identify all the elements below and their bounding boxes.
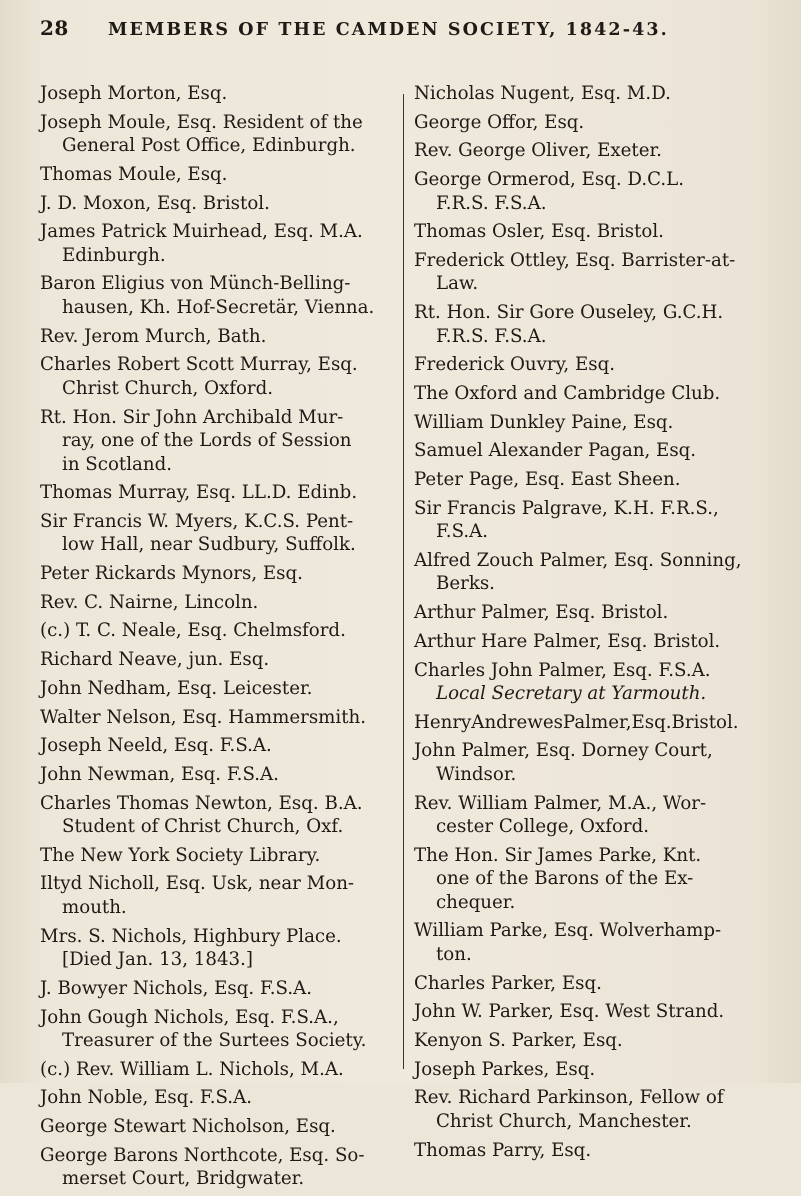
- member-entry: [40, 220, 404, 267]
- member-entry-line: Charles Thomas Newton, Esq. B.A.: [40, 792, 363, 814]
- member-entry-line: Rev. William Palmer, M.A., Wor-: [414, 792, 707, 814]
- member-entry-line: Rt. Hon. Sir John Archibald Mur-: [40, 406, 344, 428]
- member-entry: [40, 481, 404, 505]
- left-column-member-list: [40, 82, 404, 1196]
- member-entry-line: Charles John Palmer, Esq. F.S.A.: [414, 659, 711, 681]
- member-entry-line: F.R.S. F.S.A.: [436, 192, 547, 214]
- member-entry: [414, 139, 794, 163]
- member-entry-line: Peter Rickards Mynors, Esq.: [40, 563, 303, 585]
- member-entry: [414, 249, 794, 296]
- member-entry: [414, 630, 794, 654]
- member-entry: [40, 648, 404, 672]
- member-entry-line: William Dunkley Paine, Esq.: [414, 411, 674, 433]
- member-entry-line: Local Secretary at Yarmouth.: [436, 683, 707, 704]
- member-entry-line: Windsor.: [436, 763, 517, 785]
- member-entry-line: George Ormerod, Esq. D.C.L.: [414, 169, 685, 191]
- member-entry-line: (c.) Rev. William L. Nichols, M.A.: [40, 1058, 344, 1080]
- member-entry-line: hausen, Kh. Hof-Secretär, Vienna.: [62, 296, 375, 318]
- member-entry-line: Sir Francis W. Myers, K.C.S. Pent-: [40, 510, 354, 532]
- member-entry-line: William Parke, Esq. Wolverhamp-: [414, 920, 722, 942]
- member-entry: [414, 792, 794, 839]
- member-entry: [414, 468, 794, 492]
- member-entry-line: Christ Church, Oxford.: [62, 377, 274, 399]
- member-entry: [40, 1144, 404, 1191]
- member-entry: [414, 82, 794, 106]
- member-entry: [40, 1006, 404, 1053]
- member-entry-line: George Barons Northcote, Esq. So-: [40, 1144, 365, 1166]
- member-entry: [414, 919, 794, 966]
- member-entry: [414, 220, 794, 244]
- member-entry-line: (c.) T. C. Neale, Esq. Chelmsford.: [40, 620, 346, 642]
- member-entry-line: James Patrick Muirhead, Esq. M.A.: [40, 221, 363, 243]
- member-entry-line: Christ Church, Manchester.: [436, 1110, 692, 1132]
- member-entry: [414, 1139, 794, 1163]
- member-entry: [414, 411, 794, 435]
- member-entry: [414, 168, 794, 215]
- member-entry: [40, 272, 404, 319]
- member-entry: [414, 1029, 794, 1053]
- member-entry: [40, 82, 404, 106]
- member-entry: [414, 601, 794, 625]
- member-entry-line: one of the Barons of the Ex-: [436, 868, 694, 890]
- member-entry-line: Rev. Jerom Murch, Bath.: [40, 325, 267, 347]
- member-entry-line: merset Court, Bridgwater.: [62, 1168, 305, 1190]
- member-entry-line: Rev. George Oliver, Exeter.: [414, 140, 662, 162]
- member-entry: [40, 925, 404, 972]
- member-entry: [40, 706, 404, 730]
- member-entry-line: F.R.S. F.S.A.: [436, 325, 547, 347]
- column-divider: [403, 94, 404, 1069]
- member-entry-line: General Post Office, Edinburgh.: [62, 135, 356, 157]
- member-entry-line: F.S.A.: [436, 521, 489, 543]
- member-entry-line: Student of Christ Church, Oxf.: [62, 816, 344, 838]
- member-entry-line: John Palmer, Esq. Dorney Court,: [414, 740, 713, 762]
- member-entry: [40, 406, 404, 477]
- member-entry-line: J. D. Moxon, Esq. Bristol.: [40, 192, 270, 214]
- member-entry-line: HenryAndrewesPalmer,Esq.Bristol.: [414, 711, 739, 733]
- member-entry: [40, 325, 404, 349]
- member-entry-line: low Hall, near Sudbury, Suffolk.: [62, 534, 356, 556]
- member-entry: [414, 844, 794, 915]
- member-entry-line: Joseph Moule, Esq. Resident of the: [40, 111, 363, 133]
- member-entry: [40, 591, 404, 615]
- member-entry: [40, 677, 404, 701]
- member-entry-line: The Hon. Sir James Parke, Knt.: [414, 844, 702, 866]
- member-entry-line: Law.: [436, 273, 479, 295]
- member-entry-line: The New York Society Library.: [40, 844, 321, 866]
- member-entry: [414, 353, 794, 377]
- right-column-member-list: [414, 82, 794, 1167]
- member-entry-line: George Offor, Esq.: [414, 111, 585, 133]
- member-entry-line: John W. Parker, Esq. West Strand.: [414, 1001, 725, 1023]
- member-entry-line: Joseph Neeld, Esq. F.S.A.: [40, 735, 272, 757]
- member-entry-line: Joseph Morton, Esq.: [40, 83, 228, 104]
- member-entry-line: Kenyon S. Parker, Esq.: [414, 1030, 623, 1051]
- member-entry-line: John Noble, Esq. F.S.A.: [40, 1087, 252, 1109]
- member-entry-line: John Newman, Esq. F.S.A.: [40, 763, 279, 785]
- member-entry-line: Sir Francis Palgrave, K.H. F.R.S.,: [414, 497, 719, 519]
- member-entry: [40, 619, 404, 643]
- page-header: [40, 16, 800, 46]
- member-entry-line: Richard Neave, jun. Esq.: [40, 649, 270, 671]
- member-entry: [414, 439, 794, 463]
- member-entry: [40, 1058, 404, 1082]
- member-entry-line: Charles Robert Scott Murray, Esq.: [40, 354, 358, 376]
- member-entry-line: John Nedham, Esq. Leicester.: [40, 677, 313, 699]
- member-entry-line: Arthur Palmer, Esq. Bristol.: [414, 602, 669, 624]
- member-entry-line: Rt. Hon. Sir Gore Ouseley, G.C.H.: [414, 302, 724, 324]
- member-entry-line: The Oxford and Cambridge Club.: [414, 383, 721, 404]
- member-entry-line: Charles Parker, Esq.: [414, 972, 602, 994]
- member-entry: [414, 659, 794, 706]
- running-title: MEMBERS OF THE CAMDEN SOCIETY, 1842-43.: [108, 20, 669, 40]
- member-entry-line: Frederick Ouvry, Esq.: [414, 354, 616, 376]
- member-entry-line: Alfred Zouch Palmer, Esq. Sonning,: [414, 549, 742, 571]
- member-entry-line: Thomas Osler, Esq. Bristol.: [414, 221, 664, 243]
- member-entry-line: Baron Eligius von Münch-Belling-: [40, 273, 351, 295]
- member-entry: [40, 353, 404, 400]
- member-entry: [40, 977, 404, 1001]
- member-entry: [40, 1086, 404, 1110]
- member-entry: [414, 1000, 794, 1024]
- member-entry: [414, 739, 794, 786]
- member-entry: [414, 111, 794, 135]
- member-entry-line: [Died Jan. 13, 1843.]: [62, 949, 253, 971]
- member-entry-line: Edinburgh.: [62, 244, 166, 266]
- member-entry: [414, 497, 794, 544]
- member-entry-line: chequer.: [436, 891, 516, 913]
- member-entry: [414, 972, 794, 996]
- member-entry-line: cester College, Oxford.: [436, 816, 650, 838]
- member-entry-line: Walter Nelson, Esq. Hammersmith.: [40, 706, 367, 728]
- member-entry: [40, 562, 404, 586]
- member-entry: [414, 382, 794, 406]
- page-number: 28: [40, 16, 69, 40]
- member-entry: [40, 763, 404, 787]
- member-entry-line: J. Bowyer Nichols, Esq. F.S.A.: [40, 977, 313, 999]
- member-entry-line: Joseph Parkes, Esq.: [414, 1058, 596, 1080]
- member-entry-line: Samuel Alexander Pagan, Esq.: [414, 440, 697, 462]
- member-entry: [414, 1058, 794, 1082]
- member-entry-line: Mrs. S. Nichols, Highbury Place.: [40, 925, 342, 947]
- member-entry: [414, 549, 794, 596]
- member-entry-line: John Gough Nichols, Esq. F.S.A.,: [40, 1006, 339, 1028]
- member-entry: [40, 111, 404, 158]
- member-entry-line: Iltyd Nicholl, Esq. Usk, near Mon-: [40, 873, 355, 895]
- member-entry-line: Rev. C. Nairne, Lincoln.: [40, 591, 259, 613]
- member-entry: [414, 1086, 794, 1133]
- member-entry-line: Rev. Richard Parkinson, Fellow of: [414, 1087, 724, 1109]
- member-entry: [414, 711, 794, 735]
- member-entry: [40, 872, 404, 919]
- member-entry-line: Thomas Parry, Esq.: [414, 1139, 592, 1161]
- member-entry-line: George Stewart Nicholson, Esq.: [40, 1116, 336, 1138]
- member-entry-line: Frederick Ottley, Esq. Barrister-at-: [414, 249, 736, 271]
- member-entry: [40, 192, 404, 216]
- member-entry-line: ton.: [436, 943, 472, 965]
- member-entry-line: Arthur Hare Palmer, Esq. Bristol.: [414, 630, 721, 652]
- member-entry: [40, 510, 404, 557]
- member-entry-line: ray, one of the Lords of Session: [62, 430, 352, 451]
- member-entry: [40, 734, 404, 758]
- member-entry-line: in Scotland.: [62, 453, 173, 475]
- member-entry: [40, 1115, 404, 1139]
- member-entry: [414, 301, 794, 348]
- member-entry-line: Thomas Murray, Esq. LL.D. Edinb.: [40, 482, 358, 504]
- member-entry-line: mouth.: [62, 896, 127, 918]
- member-entry-line: Treasurer of the Surtees Society.: [62, 1030, 367, 1051]
- member-entry: [40, 844, 404, 868]
- member-entry: [40, 163, 404, 187]
- member-entry: [40, 792, 404, 839]
- member-entry-line: Berks.: [436, 573, 495, 595]
- member-entry-line: Nicholas Nugent, Esq. M.D.: [414, 83, 671, 104]
- member-entry-line: Peter Page, Esq. East Sheen.: [414, 469, 681, 491]
- member-entry-line: Thomas Moule, Esq.: [40, 163, 228, 185]
